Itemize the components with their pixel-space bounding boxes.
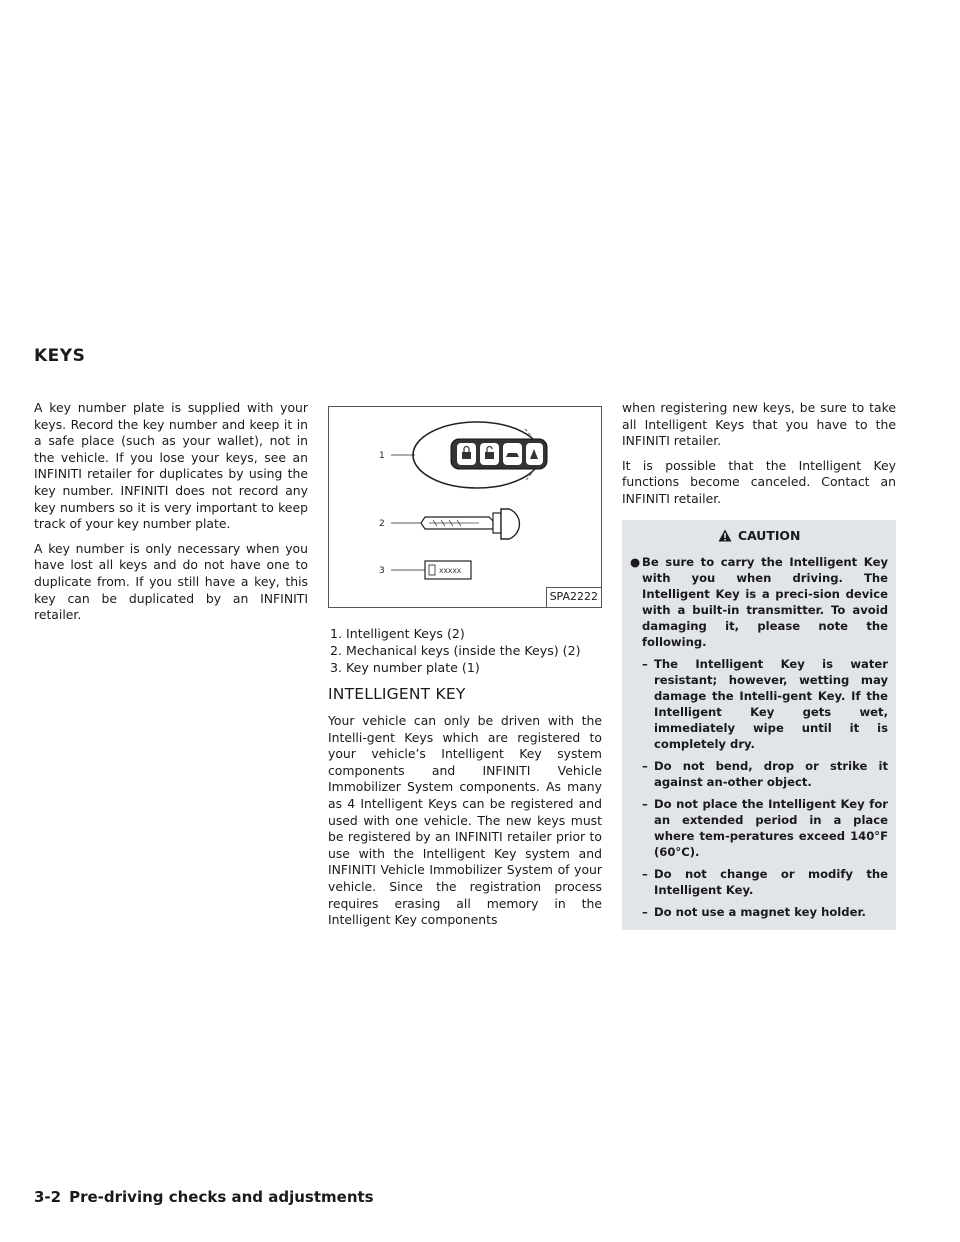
caution-item-text: Do not change or modify the Intelligent Key. <box>654 866 888 897</box>
caution-box <box>622 520 896 930</box>
caution-bullet-text: Be sure to carry the Intelligent Key with you when driving. The Intelligent Key is a preci-sion device with a built-in transmitter. To avoid damaging it, please note the following. <box>642 554 888 649</box>
caution-item-text: Do not bend, drop or strike it against an-other object. <box>654 758 888 789</box>
paragraph: A key number is only necessary when you have lost all keys and do not have one to duplicate from. If you still have a key, this key can be duplicated by an INFINITI retailer. <box>34 540 308 623</box>
paragraph: when registering new keys, be sure to take all Intelligent Keys that you have to the INFINITI retailer. <box>622 400 896 449</box>
page-number: 3-2 <box>34 1188 62 1206</box>
chapter-title: Pre-driving checks and adjustments <box>69 1188 374 1206</box>
caution-item <box>642 796 888 860</box>
caution-header <box>630 528 888 544</box>
intelligent-key-heading: INTELLIGENT KEY <box>328 685 466 704</box>
bullet-icon: ● <box>630 554 641 569</box>
page-footer <box>34 1188 374 1206</box>
legend-item: 1. Intelligent Keys (2) <box>330 626 465 641</box>
key-figure <box>328 406 602 608</box>
dash-icon: – <box>642 866 648 881</box>
figure-code: SPA2222 <box>546 587 601 607</box>
dash-icon: – <box>642 656 648 671</box>
caution-item <box>642 656 888 752</box>
column-2 <box>328 400 602 937</box>
paragraph: A key number plate is supplied with your keys. Record the key number and keep it in a safe place (such as your wallet), not in the vehicle. If you lose your keys, see an INFINITI retailer for duplicates by using the key number. INFINITI does not record any key numbers so it is very important to keep track of your key number plate. <box>34 400 308 532</box>
figure-legend <box>328 626 602 676</box>
paragraph: It is possible that the Intelligent Key functions become canceled. Contact an INFINITI retailer. <box>622 457 896 506</box>
callout-1: 1 <box>379 451 385 461</box>
legend-item: 2. Mechanical keys (inside the Keys) (2) <box>330 642 581 658</box>
key-illustration <box>329 407 601 607</box>
dash-icon: – <box>642 758 648 773</box>
caution-item <box>642 758 888 790</box>
callout-2: 2 <box>379 519 385 529</box>
caution-bullet <box>630 554 888 650</box>
warning-triangle-icon <box>718 529 732 542</box>
dash-icon: – <box>642 904 648 919</box>
legend-item: 3. Key number plate (1) <box>330 659 480 675</box>
caution-item-text: The Intelligent Key is water resistant; however, wetting may damage the Intelli-gent Key. If the Intelligent Key gets wet, immediately wipe until it is completely dry. <box>654 656 888 751</box>
caution-item-text: Do not use a magnet key holder. <box>654 904 866 919</box>
callout-3: 3 <box>379 566 385 576</box>
column-3 <box>622 400 896 930</box>
dash-icon: – <box>642 796 648 811</box>
caution-item-text: Do not place the Intelligent Key for an extended period in a place where tem-peratures exceed 140°F (60°C). <box>654 796 888 859</box>
caution-item <box>642 866 888 898</box>
plate-number: XXXXX <box>439 567 462 575</box>
paragraph: Your vehicle can only be driven with the Intelli-gent Keys which are registered to your vehicle’s Intelligent Key system components and INFINITI Vehicle Immobilizer System components. As many as 4 Intelligent Keys can be registered and used with one vehicle. The new keys must be registered by an INFINITI retailer prior to use with the Intelligent Key system and INFINITI Vehicle Immobilizer System of your vehicle. Since the registration process requires erasing all memory in the Intelligent Key components <box>328 712 602 928</box>
column-1 <box>34 400 308 632</box>
section-title: KEYS <box>34 346 86 366</box>
caution-title: CAUTION <box>738 527 801 543</box>
caution-item <box>642 904 888 920</box>
